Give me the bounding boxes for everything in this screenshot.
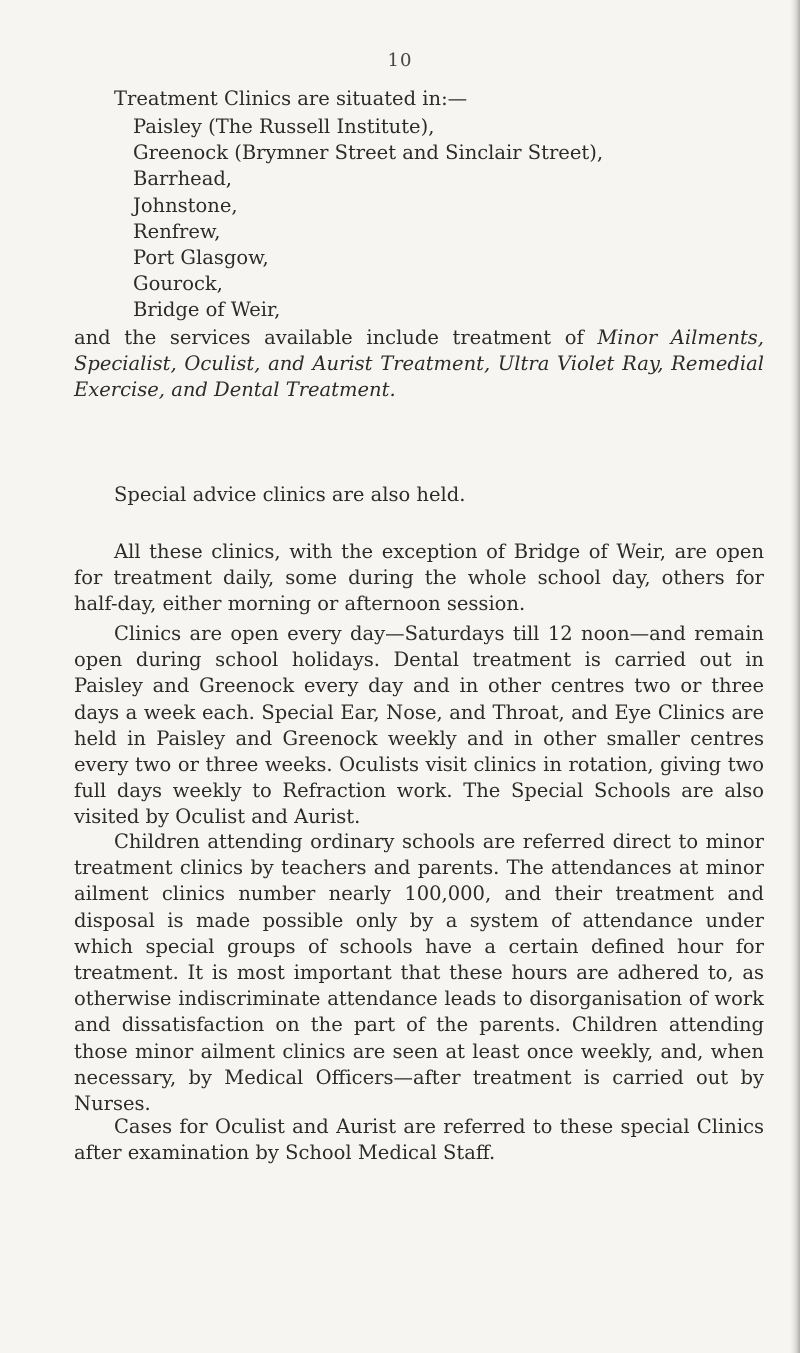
all-clinics-paragraph: All these clinics, with the exception of Bridge of Weir, are open for treatment daily, some during the whole school day, others for half-day, either morning or afternoon session. (74, 540, 764, 616)
page-number: 10 (387, 50, 413, 71)
location-item: Barrhead, (133, 167, 233, 191)
clinic-locations-list (133, 114, 603, 324)
services-paragraph (74, 325, 764, 404)
location-item: Bridge of Weir, (133, 298, 281, 322)
location-item: Paisley (The Russell Institute), (133, 115, 435, 138)
children-attending-paragraph: Children attending ordinary schools are referred direct to minor treatment clinics by teachers and parents. The attendances at minor ailment clinics number nearly 100,000, and their treatment and disposal is made possible only by a system of attendance under which special groups of schools have a certain defined hour for treatment. It is most important that these hours are adhered to, as otherwise indiscriminate attendance leads to disorganisation of work and dissatisfaction on the part of the parents. Children attending those minor ailment clinics are seen at least once weekly, and, when necessary, by Medical Officers—after treatment is carried out by Nurses. (74, 830, 764, 1116)
location-item: Port Glasgow, (133, 246, 269, 270)
location-item: Johnstone, (133, 193, 238, 217)
intro-text: Treatment Clinics are situated in:— (114, 87, 468, 110)
page-edge-shadow (790, 0, 800, 1353)
location-item: Renfrew, (133, 219, 221, 243)
location-item: Gourock, (133, 272, 223, 296)
services-list: Minor Ailments, Specialist, Oculist, and Aurist Treatment, Ultra Violet Ray, Remedial Exercise, and Dental Treatment. (74, 326, 764, 402)
cases-paragraph: Cases for Oculist and Aurist are referred to these special Clinics after examination by School Medical Staff. (74, 1115, 764, 1165)
location-item: Greenock (Brymner Street and Sinclair Street), (133, 141, 604, 165)
special-advice-paragraph: Special advice clinics are also held. (114, 483, 466, 506)
clinics-open-paragraph: Clinics are open every day—Saturdays till 12 noon—and remain open during school holidays. Dental treatment is carried out in Paisley and Greenock every day and in other centres two or three days a week each. Special Ear, Nose, and Throat, and Eye Clinics are held in Paisley and Greenock weekly and in other smaller centres every two or three weeks. Oculists visit clinics in rotation, giving two full days weekly to Refraction work. The Special Schools are also visited by Oculist and Aurist. (74, 622, 764, 829)
services-lead: and the services available include treatment of (74, 326, 598, 349)
